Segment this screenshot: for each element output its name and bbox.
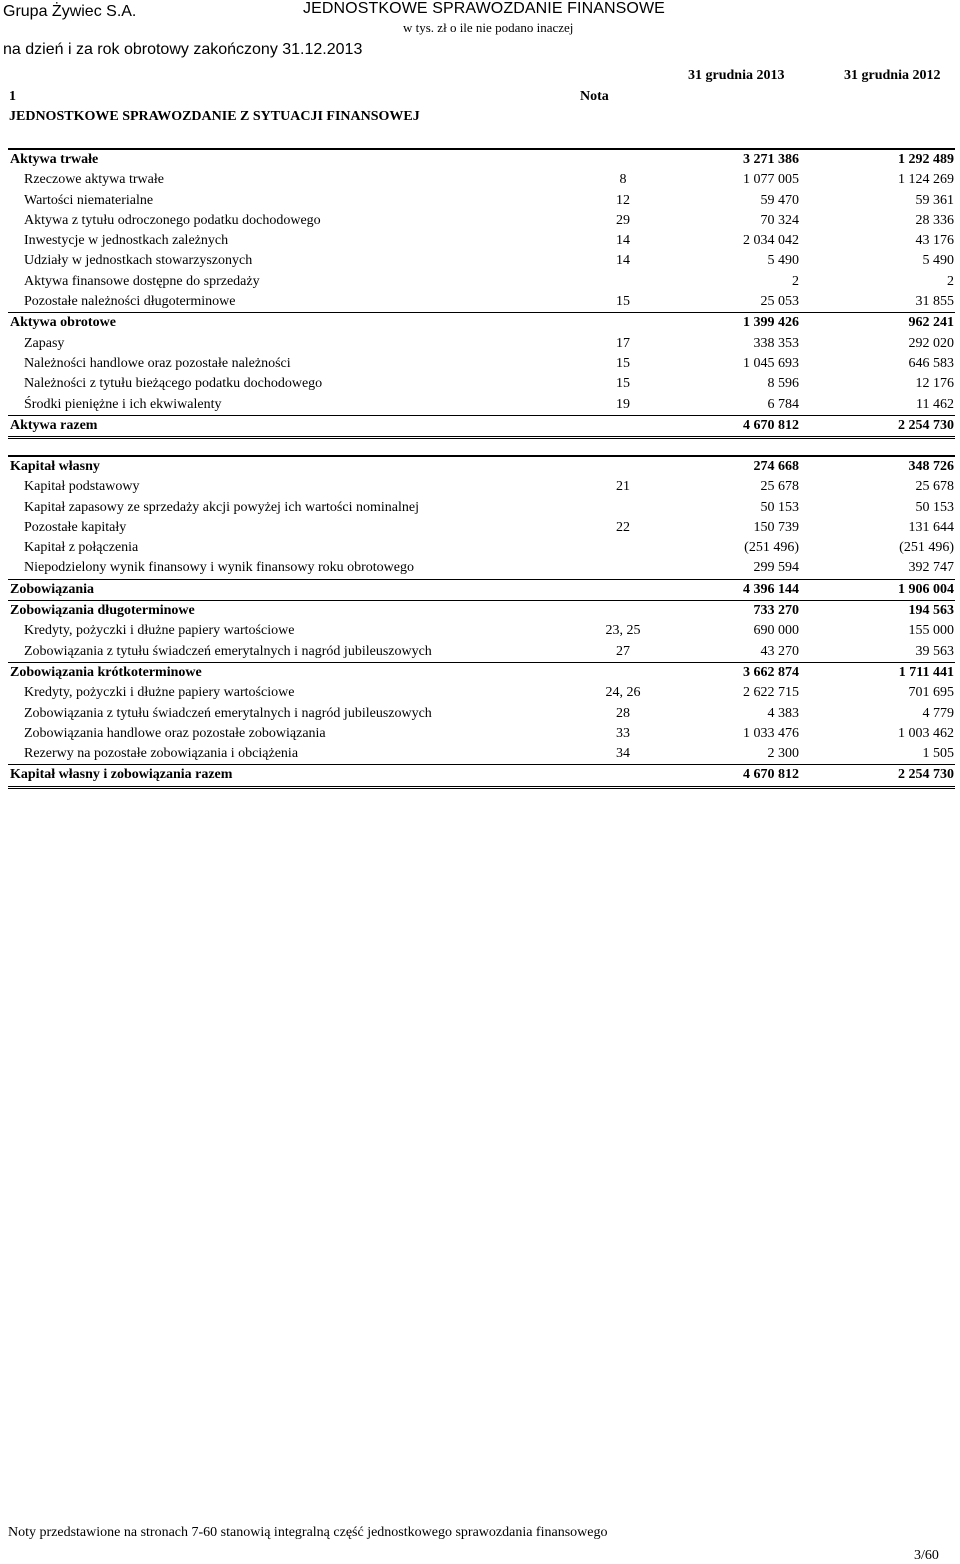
row-value-2012: 2 254 730 [898,417,954,433]
row-value-2013: 8 596 [767,376,799,392]
row-label: Inwestycje w jednostkach zależnych [24,233,229,249]
row-value-2013: 1 033 476 [743,725,799,741]
document-title: JEDNOSTKOWE SPRAWOZDANIE FINANSOWE [303,0,665,17]
row-value-2013: 338 353 [753,335,799,351]
row-value-2012: 1 292 489 [898,152,954,167]
row-label: Rzeczowe aktywa trwałe [24,172,164,188]
row-nota: 8 [619,172,627,188]
section-number: 1 [9,89,16,104]
row-value-2012: 11 462 [916,396,954,412]
nota-header: Nota [580,89,609,104]
row-value-2012: 2 254 730 [898,767,954,783]
company-name: Grupa Żywiec S.A. [3,3,137,20]
table-row-total [8,764,955,788]
table-row [8,292,955,312]
table-row [8,600,955,621]
row-value-2013: 1 077 005 [743,172,799,188]
row-value-2012: 25 678 [915,479,954,495]
table-row [8,538,955,558]
currency-note: w tys. zł o ile nie podano inaczej [403,20,574,35]
table-row [8,231,955,251]
row-nota: 33 [616,725,630,741]
row-value-2012: 392 747 [908,560,954,576]
table-row [8,683,955,703]
row-nota: 17 [616,335,630,351]
row-value-2013: 1 045 693 [743,355,799,371]
row-nota: 28 [616,705,630,721]
row-label: Aktywa obrotowe [10,315,116,331]
row-value-2013: 43 270 [760,643,799,659]
table-row [8,477,955,497]
row-value-2012: (251 496) [899,540,954,556]
row-value-2013: 274 668 [753,459,799,474]
table-row [8,272,955,292]
row-label: Kapitał podstawowy [24,479,140,495]
table-row [8,642,955,662]
row-value-2012: 348 726 [908,459,954,474]
row-nota: 24, 26 [605,685,641,701]
table-row [8,150,955,170]
table-row [8,518,955,538]
row-label: Aktywa razem [10,417,98,433]
row-value-2013: 3 271 386 [743,152,799,167]
row-label: Środki pieniężne i ich ekwiwalenty [24,396,222,412]
row-label: Zobowiązania krótkoterminowe [10,664,202,680]
row-label: Kapitał z połączenia [24,540,139,556]
row-label: Zobowiązania [10,581,95,597]
row-value-2012: 4 779 [922,705,954,721]
row-value-2012: 50 153 [915,499,954,515]
period-date: na dzień i za rok obrotowy zakończony 31.12.2013 [3,41,363,58]
row-label: Pozostałe kapitały [24,519,127,535]
table-row [8,724,955,744]
table-row [8,498,955,518]
row-value-2012: 43 176 [915,233,954,249]
row-label: Kapitał własny [10,459,100,474]
row-label: Zobowiązania handlowe oraz pozostałe zobowiązania [24,725,326,741]
row-label: Zobowiązania z tytułu świadczeń emerytalnych i nagród jubileuszowych [24,705,432,721]
row-label: Aktywa trwałe [10,152,99,167]
row-value-2012: 701 695 [908,685,954,701]
row-value-2013: 150 739 [753,519,799,535]
row-value-2013: 690 000 [753,623,799,639]
row-value-2012: 2 [947,273,954,289]
table-row [8,354,955,374]
row-value-2012: 1 505 [922,746,954,762]
row-label: Aktywa z tytułu odroczonego podatku dochodowego [24,212,321,228]
table-row-total [8,415,955,439]
row-label: Aktywa finansowe dostępne do sprzedaży [24,273,260,289]
row-value-2013: 5 490 [767,253,799,269]
table-row [8,744,955,764]
table-row [8,662,955,683]
row-nota: 12 [616,192,630,208]
row-nota: 14 [616,253,630,269]
row-value-2013: 1 399 426 [743,315,799,331]
row-label: Rezerwy na pozostałe zobowiązania i obciążenia [24,746,299,762]
row-value-2013: 50 153 [760,499,799,515]
row-value-2012: 646 583 [908,355,954,371]
row-nota: 22 [616,519,630,535]
table-row [8,170,955,190]
row-value-2013: 2 622 715 [743,685,799,701]
table-row [8,312,955,333]
row-value-2012: 5 490 [922,253,954,269]
row-value-2013: 25 678 [760,479,799,495]
row-value-2013: 6 784 [767,396,799,412]
row-value-2012: 59 361 [915,192,954,208]
table-row [8,251,955,271]
table-row [8,374,955,394]
row-label: Należności handlowe oraz pozostałe należności [24,355,291,371]
row-value-2012: 131 644 [908,519,954,535]
row-value-2012: 962 241 [908,315,954,331]
row-value-2012: 39 563 [915,643,954,659]
row-value-2012: 1 711 441 [898,664,954,680]
row-value-2013: (251 496) [744,540,799,556]
assets-table [8,148,955,439]
row-label: Kapitał zapasowy ze sprzedaży akcji powyżej ich wartości nominalnej [24,499,419,515]
row-value-2012: 1 124 269 [898,172,954,188]
row-value-2013: 4 670 812 [743,417,799,433]
row-label: Niepodzielony wynik finansowy i wynik finansowy roku obrotowego [24,560,414,576]
row-value-2013: 2 [792,273,799,289]
row-value-2013: 4 396 144 [743,581,799,597]
column-header-2013: 31 grudnia 2013 [688,68,785,83]
row-nota: 23, 25 [605,623,641,639]
row-label: Zapasy [24,335,65,351]
table-row [8,621,955,641]
row-value-2013: 59 470 [760,192,799,208]
row-label: Kredyty, pożyczki i dłużne papiery wartościowe [24,623,295,639]
table-row [8,558,955,578]
footer-note: Noty przedstawione na stronach 7-60 stanowią integralną część jednostkowego sprawozdania finansowego [8,1525,608,1540]
row-value-2013: 70 324 [760,212,799,228]
row-value-2013: 4 383 [767,705,799,721]
table-row [8,211,955,231]
liabilities-table [8,455,955,789]
row-value-2013: 2 300 [767,746,799,762]
table-row [8,395,955,415]
table-row [8,579,955,600]
row-value-2013: 25 053 [760,294,799,310]
row-value-2012: 155 000 [908,623,954,639]
table-row [8,704,955,724]
row-nota: 19 [616,396,630,412]
section-title: JEDNOSTKOWE SPRAWOZDANIE Z SYTUACJI FINANSOWEJ [9,109,420,124]
column-header-2012: 31 grudnia 2012 [844,68,941,83]
row-value-2012: 1 906 004 [898,581,954,597]
row-nota: 14 [616,233,630,249]
row-label: Należności z tytułu bieżącego podatku dochodowego [24,376,323,392]
row-value-2013: 2 034 042 [743,233,799,249]
row-nota: 27 [616,643,630,659]
row-value-2012: 28 336 [915,212,954,228]
row-label: Udziały w jednostkach stowarzyszonych [24,253,253,269]
row-nota: 15 [616,376,630,392]
table-row [8,334,955,354]
row-value-2013: 3 662 874 [743,664,799,680]
row-nota: 29 [616,212,630,228]
table-row [8,191,955,211]
row-label: Zobowiązania długoterminowe [10,603,195,619]
row-nota: 15 [616,294,630,310]
row-label: Kapitał własny i zobowiązania razem [10,767,233,783]
row-value-2013: 299 594 [753,560,799,576]
row-nota: 34 [616,746,630,762]
row-value-2012: 1 003 462 [898,725,954,741]
row-value-2013: 4 670 812 [743,767,799,783]
page-number: 3/60 [914,1548,939,1563]
row-nota: 21 [616,479,630,495]
row-value-2012: 194 563 [908,603,954,619]
row-label: Wartości niematerialne [24,192,154,208]
row-nota: 15 [616,355,630,371]
row-value-2012: 292 020 [908,335,954,351]
row-label: Pozostałe należności długoterminowe [24,294,236,310]
row-value-2012: 31 855 [915,294,954,310]
table-row [8,457,955,477]
row-label: Zobowiązania z tytułu świadczeń emerytalnych i nagród jubileuszowych [24,643,432,659]
row-label: Kredyty, pożyczki i dłużne papiery wartościowe [24,685,295,701]
row-value-2012: 12 176 [915,376,954,392]
row-value-2013: 733 270 [753,603,799,619]
